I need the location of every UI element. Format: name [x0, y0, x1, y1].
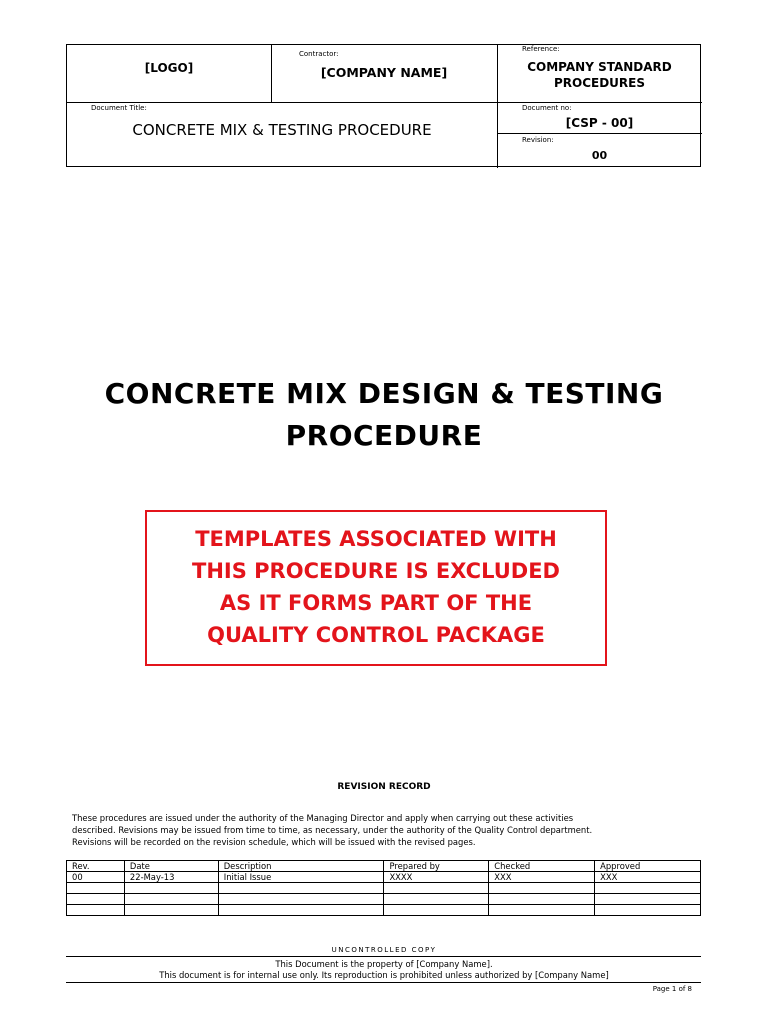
table-cell [595, 894, 701, 905]
table-cell [384, 894, 489, 905]
column-header: Approved [595, 861, 701, 872]
table-cell [218, 905, 384, 916]
document-title: CONCRETE MIX & TESTING PROCEDURE [132, 121, 432, 139]
revision-record-description [72, 812, 702, 848]
notice-line: QUALITY CONTROL PACKAGE [207, 623, 545, 647]
table-cell [218, 894, 384, 905]
table-header-row [67, 861, 701, 872]
table-cell [595, 883, 701, 894]
revision-table [66, 860, 701, 916]
reference-label: Reference: [522, 45, 560, 53]
main-title-line: CONCRETE MIX DESIGN & TESTING [104, 377, 664, 410]
table-cell: 00 [67, 872, 125, 883]
reference-value [497, 59, 702, 91]
table-cell: XXXX [384, 872, 489, 883]
contractor-label: Contractor: [299, 50, 339, 58]
column-header: Description [218, 861, 384, 872]
table-cell [384, 905, 489, 916]
table-cell [124, 905, 218, 916]
column-header: Checked [489, 861, 595, 872]
table-cell [67, 894, 125, 905]
column-header: Rev. [67, 861, 125, 872]
table-cell [595, 905, 701, 916]
table-row [67, 872, 701, 883]
table-cell [489, 905, 595, 916]
footer-divider [66, 982, 701, 983]
table-cell [218, 883, 384, 894]
footer-property-notice: This Document is the property of [Company Name]. [275, 959, 493, 969]
table-cell: 22-May-13 [124, 872, 218, 883]
uncontrolled-copy-label: UNCONTROLLED COPY [331, 946, 437, 954]
table-row [67, 894, 701, 905]
table-cell [67, 883, 125, 894]
table-cell [124, 883, 218, 894]
reference-line: COMPANY STANDARD [527, 60, 672, 74]
description-line: Revisions will be recorded on the revision schedule, which will be issued with the revised pages. [72, 837, 476, 847]
table-cell [124, 894, 218, 905]
document-title-label: Document Title: [91, 104, 147, 112]
table-cell [489, 883, 595, 894]
exclusion-notice [145, 510, 607, 666]
column-header: Date [124, 861, 218, 872]
header-divider [497, 133, 702, 134]
reference-line: PROCEDURES [553, 76, 646, 90]
description-line: These procedures are issued under the authority of the Managing Director and apply when carrying out these activities [72, 813, 574, 823]
table-cell [67, 905, 125, 916]
revision-label: Revision: [522, 136, 554, 144]
table-cell: Initial Issue [218, 872, 384, 883]
footer-divider [66, 956, 701, 957]
table-cell: XXX [595, 872, 701, 883]
main-title-line: PROCEDURE [285, 419, 483, 452]
revision-value: 00 [591, 149, 608, 162]
document-no-label: Document no: [522, 104, 572, 112]
notice-line: TEMPLATES ASSOCIATED WITH [195, 527, 557, 551]
page-number: Page 1 of 8 [652, 985, 692, 993]
company-name: [COMPANY NAME] [320, 65, 448, 80]
logo-placeholder: [LOGO] [144, 61, 194, 75]
main-title [40, 373, 728, 457]
table-cell: XXX [489, 872, 595, 883]
header-divider [67, 102, 702, 103]
document-no: [CSP - 00] [565, 116, 634, 130]
table-cell [489, 894, 595, 905]
revision-record-heading: REVISION RECORD [337, 782, 431, 792]
table-row [67, 905, 701, 916]
table-cell [384, 883, 489, 894]
notice-line: AS IT FORMS PART OF THE [219, 591, 533, 615]
column-header: Prepared by [384, 861, 489, 872]
document-header [66, 44, 701, 167]
table-row [67, 883, 701, 894]
description-line: described. Revisions may be issued from time to time, as necessary, under the authority of the Quality Control department. [72, 825, 593, 835]
footer-usage-notice: This document is for internal use only. Its reproduction is prohibited unless authorized by [Company Name] [159, 970, 609, 980]
notice-line: THIS PROCEDURE IS EXCLUDED [192, 559, 560, 583]
